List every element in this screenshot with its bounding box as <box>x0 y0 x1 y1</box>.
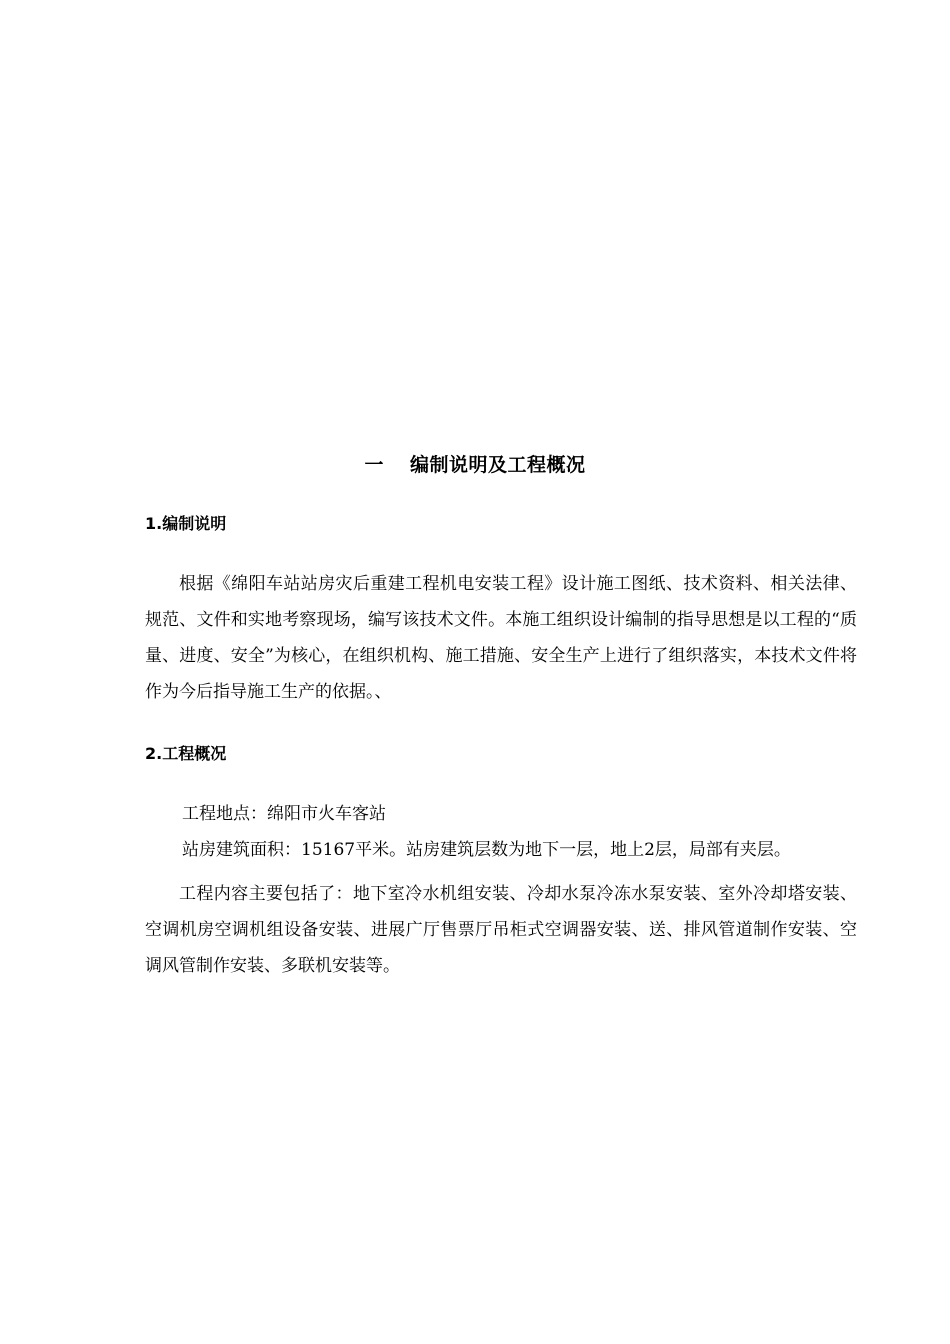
chapter-title-text: 编制说明及工程概况 <box>410 454 586 476</box>
section-heading-overview: 2.工程概况 <box>145 744 227 763</box>
project-location: 工程地点：绵阳市火车客站 <box>182 804 386 824</box>
section-heading-compilation: 1.编制说明 <box>145 514 227 533</box>
chapter-title <box>0 450 950 477</box>
building-area: 站房建筑面积：15167平米。站房建筑层数为地下一层，地上2层，局部有夹层。 <box>182 840 791 860</box>
compilation-paragraph: 根据《绵阳车站站房灾后重建工程机电安装工程》设计施工图纸、技术资料、相关法律、规范、文件和实地考察现场，编写该技术文件。本施工组织设计编制的指导思想是以工程的“质量、进度、安全”为核心，在组织机构、施工措施、安全生产上进行了组织落实，本技术文件将作为今后指导施工生产的依据。、 <box>145 574 857 702</box>
project-scope-paragraph: 工程内容主要包括了：地下室冷水机组安装、冷却水泵冷冻水泵安装、室外冷却塔安装、空调机房空调机组设备安装、进展广厅售票厅吊柜式空调器安装、送、排风管道制作安装、空调风管制作安装、多联机安装等。 <box>145 884 857 976</box>
chapter-number: 一 <box>364 454 384 476</box>
